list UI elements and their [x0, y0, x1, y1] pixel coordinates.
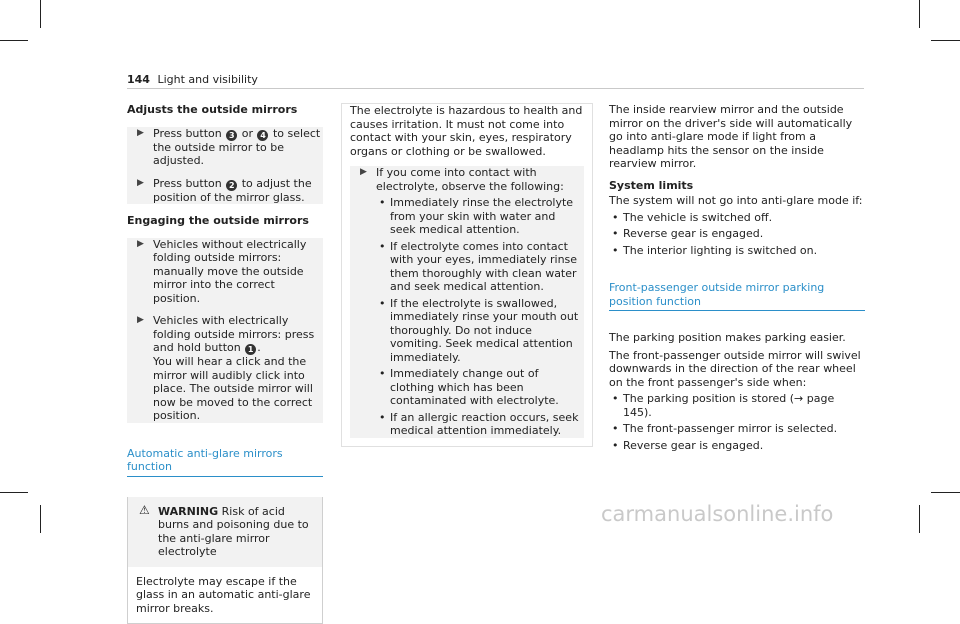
- list-item: • Reverse gear is engaged.: [609, 439, 865, 453]
- header-rule: [127, 88, 864, 89]
- crop-mark: [40, 505, 41, 533]
- warning-label: WARNING: [158, 505, 218, 518]
- list-item: • The interior lighting is switched on.: [609, 244, 865, 258]
- warning-continuation-box: [341, 103, 593, 447]
- heading-adjust-mirrors: Adjusts the outside mirrors: [127, 103, 323, 117]
- chapter-title: Light and visibility: [157, 73, 257, 86]
- step-manual-fold: ▶ Vehicles without electrically folding outside mirrors: manually move the outside mirror into the correct position.: [127, 238, 323, 306]
- button-4-icon: 4: [257, 130, 268, 141]
- step-electric-fold-note: You will hear a click and the mirror will audibly click into place. The outside mirror will now be moved to the correct position.: [153, 355, 323, 423]
- section-title-parking-position: Front-passenger outside mirror parking position function: [609, 281, 865, 311]
- button-1-icon: 1: [245, 344, 256, 355]
- list-item: • Reverse gear is engaged.: [609, 227, 865, 241]
- column-right: [609, 103, 865, 452]
- electrolyte-intro: The electrolyte is hazardous to health and causes irritation. It must not come into contact with your skin, eyes, respiratory organs or clothing or be swallowed.: [350, 104, 584, 158]
- warning-header-text: Risk of acid burns and poisoning due to the anti-glare mirror electrolyte: [158, 505, 309, 559]
- warning-box: [127, 497, 323, 624]
- list-item: • The front-passenger mirror is selected.: [609, 422, 865, 436]
- step-arrow-icon: ▶: [137, 177, 144, 191]
- list-item: • If an allergic reaction occurs, seek medical attention immediately.: [376, 411, 584, 438]
- page-number: 144: [127, 73, 150, 86]
- crop-mark: [40, 0, 41, 28]
- warning-body: Electrolyte may escape if the glass in an automatic anti-glare mirror breaks.: [128, 567, 322, 624]
- crop-mark: [919, 0, 920, 28]
- list-item: • If the electrolyte is swallowed, immediately rinse your mouth out thoroughly. Do not induce vomiting. Seek medical attention immediately.: [376, 297, 584, 365]
- column-middle: [341, 103, 593, 447]
- parking-p1: The parking position makes parking easier.: [609, 331, 865, 345]
- step-arrow-icon: ▶: [137, 127, 144, 141]
- step-arrow-icon: ▶: [137, 314, 144, 328]
- watermark: carmanualsonline.info: [601, 508, 833, 522]
- crop-mark: [0, 40, 28, 41]
- list-item: • If electrolyte comes into contact with your eyes, immediately rinse them thoroughly with clean water and seek medical attention.: [376, 240, 584, 294]
- list-item: • Immediately rinse the electrolyte from your skin with water and seek medical attention.: [376, 196, 584, 237]
- button-3-icon: 3: [226, 130, 237, 141]
- list-item: • The parking position is stored (→ page 145).: [609, 392, 865, 419]
- step-contact-electrolyte: ▶ If you come into contact with electrolyte, observe the following: • Immediately rinse the electrolyte from your skin with water and seek medical attention. • If electrolyte comes into contact with your eyes, immediately rinse them thoroughly with clean water and seek medical attention. • If the electrolyte is swallowed, immediately rinse your mouth out thoroughly. Do not induce vomiting. Seek medical attention immediately. • Immediately change out of clothing which has been contaminated with electrolyte. • If an allergic reaction occurs, seek medical attention immediately.: [350, 166, 584, 438]
- step-adjust-glass: ▶ Press button 2 to adjust the position of the mirror glass.: [127, 177, 323, 205]
- crop-mark: [931, 492, 960, 493]
- step-arrow-icon: ▶: [360, 166, 367, 180]
- page-header: [127, 73, 258, 87]
- section-title-anti-glare: Automatic anti-glare mirrors function: [127, 447, 323, 477]
- warning-triangle-icon: ⚠: [139, 504, 150, 518]
- column-left: [127, 103, 323, 624]
- crop-mark: [0, 492, 28, 493]
- system-limits-intro: The system will not go into anti-glare mode if:: [609, 194, 865, 208]
- list-item: • Immediately change out of clothing which has been contaminated with electrolyte.: [376, 367, 584, 408]
- heading-engage-mirrors: Engaging the outside mirrors: [127, 214, 323, 228]
- parking-p2: The front-passenger outside mirror will swivel downwards in the direction of the rear wheel on the front passenger's side when:: [609, 349, 865, 390]
- list-item: • The vehicle is switched off.: [609, 211, 865, 225]
- step-select-mirror: ▶ Press button 3 or 4 to select the outside mirror to be adjusted.: [127, 127, 323, 168]
- step-arrow-icon: ▶: [137, 238, 144, 252]
- step-electric-fold: ▶ Vehicles with electrically folding outside mirrors: press and hold button 1 . You will hear a click and the mirror will audibly click into place. The outside mirror will now be moved to the correct position.: [127, 314, 323, 423]
- button-2-icon: 2: [226, 180, 237, 191]
- crop-mark: [919, 505, 920, 533]
- heading-system-limits: System limits: [609, 179, 865, 193]
- warning-header: [128, 497, 322, 567]
- crop-mark: [931, 40, 960, 41]
- anti-glare-intro: The inside rearview mirror and the outside mirror on the driver's side will automatically go into anti-glare mode if light from a headlamp hits the sensor on the inside rearview mirror.: [609, 103, 865, 171]
